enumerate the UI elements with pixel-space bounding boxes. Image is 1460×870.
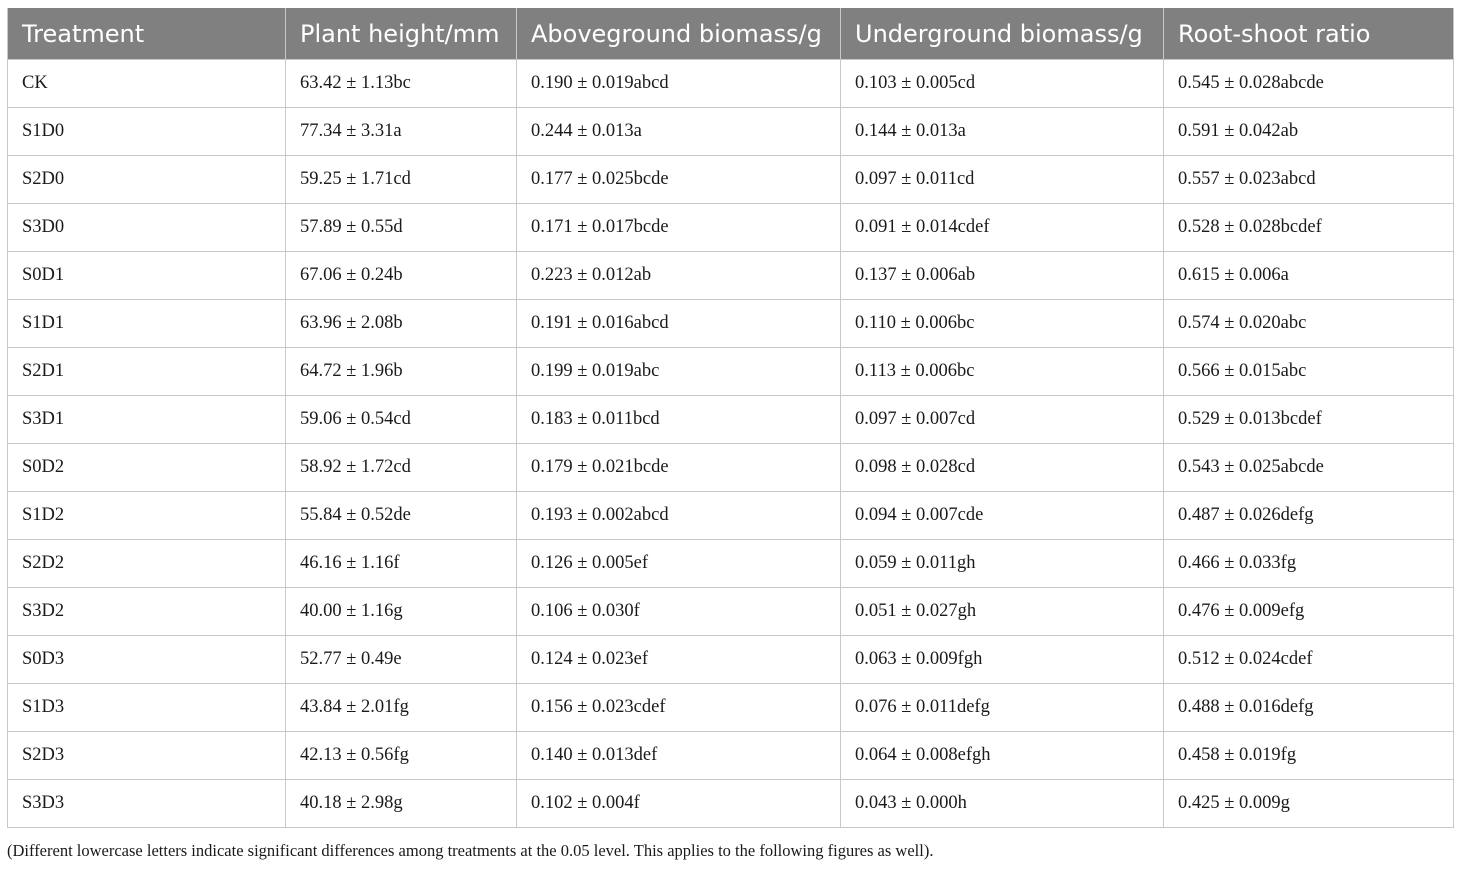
- plant-height-cell: 42.13 ± 0.56fg: [286, 732, 517, 780]
- table-footnote: (Different lowercase letters indicate significant differences among treatments at the 0.05 level. This applies to the following figures as well).: [7, 841, 934, 860]
- aboveground-biomass-cell: 0.223 ± 0.012ab: [517, 252, 841, 300]
- table-row: [8, 348, 1454, 396]
- plant-height-cell: 55.84 ± 0.52de: [286, 492, 517, 540]
- plant-height-cell: 43.84 ± 2.01fg: [286, 684, 517, 732]
- table-row: [8, 780, 1454, 828]
- column-header-treatment: Treatment: [8, 8, 286, 60]
- plant-height-cell: 52.77 ± 0.49e: [286, 636, 517, 684]
- header-row: [8, 8, 1454, 60]
- aboveground-biomass-cell: 0.179 ± 0.021bcde: [517, 444, 841, 492]
- root-shoot-ratio-cell: 0.488 ± 0.016defg: [1164, 684, 1454, 732]
- treatment-cell: S2D2: [8, 540, 286, 588]
- root-shoot-ratio-cell: 0.528 ± 0.028bcdef: [1164, 204, 1454, 252]
- results-table: [7, 8, 1454, 828]
- table-row: [8, 540, 1454, 588]
- root-shoot-ratio-cell: 0.487 ± 0.026defg: [1164, 492, 1454, 540]
- plant-height-cell: 64.72 ± 1.96b: [286, 348, 517, 396]
- table-row: [8, 444, 1454, 492]
- column-header-underground-biomass: Underground biomass/g: [841, 8, 1164, 60]
- plant-height-cell: 63.42 ± 1.13bc: [286, 60, 517, 108]
- aboveground-biomass-cell: 0.244 ± 0.013a: [517, 108, 841, 156]
- underground-biomass-cell: 0.094 ± 0.007cde: [841, 492, 1164, 540]
- aboveground-biomass-cell: 0.140 ± 0.013def: [517, 732, 841, 780]
- treatment-cell: S3D0: [8, 204, 286, 252]
- underground-biomass-cell: 0.091 ± 0.014cdef: [841, 204, 1164, 252]
- plant-height-cell: 46.16 ± 1.16f: [286, 540, 517, 588]
- table-row: [8, 492, 1454, 540]
- plant-height-cell: 57.89 ± 0.55d: [286, 204, 517, 252]
- aboveground-biomass-cell: 0.126 ± 0.005ef: [517, 540, 841, 588]
- underground-biomass-cell: 0.043 ± 0.000h: [841, 780, 1164, 828]
- plant-height-cell: 77.34 ± 3.31a: [286, 108, 517, 156]
- aboveground-biomass-cell: 0.191 ± 0.016abcd: [517, 300, 841, 348]
- column-header-aboveground-biomass: Aboveground biomass/g: [517, 8, 841, 60]
- root-shoot-ratio-cell: 0.615 ± 0.006a: [1164, 252, 1454, 300]
- aboveground-biomass-cell: 0.183 ± 0.011bcd: [517, 396, 841, 444]
- underground-biomass-cell: 0.098 ± 0.028cd: [841, 444, 1164, 492]
- column-header-root-shoot-ratio: Root-shoot ratio: [1164, 8, 1454, 60]
- aboveground-biomass-cell: 0.106 ± 0.030f: [517, 588, 841, 636]
- aboveground-biomass-cell: 0.171 ± 0.017bcde: [517, 204, 841, 252]
- treatment-cell: S1D1: [8, 300, 286, 348]
- treatment-cell: S0D3: [8, 636, 286, 684]
- plant-height-cell: 59.06 ± 0.54cd: [286, 396, 517, 444]
- underground-biomass-cell: 0.076 ± 0.011defg: [841, 684, 1164, 732]
- underground-biomass-cell: 0.110 ± 0.006bc: [841, 300, 1164, 348]
- root-shoot-ratio-cell: 0.591 ± 0.042ab: [1164, 108, 1454, 156]
- underground-biomass-cell: 0.059 ± 0.011gh: [841, 540, 1164, 588]
- table-row: [8, 588, 1454, 636]
- underground-biomass-cell: 0.051 ± 0.027gh: [841, 588, 1164, 636]
- aboveground-biomass-cell: 0.193 ± 0.002abcd: [517, 492, 841, 540]
- underground-biomass-cell: 0.064 ± 0.008efgh: [841, 732, 1164, 780]
- plant-height-cell: 40.00 ± 1.16g: [286, 588, 517, 636]
- root-shoot-ratio-cell: 0.574 ± 0.020abc: [1164, 300, 1454, 348]
- underground-biomass-cell: 0.097 ± 0.011cd: [841, 156, 1164, 204]
- root-shoot-ratio-cell: 0.545 ± 0.028abcde: [1164, 60, 1454, 108]
- plant-height-cell: 67.06 ± 0.24b: [286, 252, 517, 300]
- root-shoot-ratio-cell: 0.557 ± 0.023abcd: [1164, 156, 1454, 204]
- table-body: [8, 60, 1454, 828]
- root-shoot-ratio-cell: 0.458 ± 0.019fg: [1164, 732, 1454, 780]
- plant-height-cell: 59.25 ± 1.71cd: [286, 156, 517, 204]
- root-shoot-ratio-cell: 0.529 ± 0.013bcdef: [1164, 396, 1454, 444]
- column-header-plant-height: Plant height/mm: [286, 8, 517, 60]
- aboveground-biomass-cell: 0.156 ± 0.023cdef: [517, 684, 841, 732]
- underground-biomass-cell: 0.137 ± 0.006ab: [841, 252, 1164, 300]
- treatment-cell: S2D1: [8, 348, 286, 396]
- table-row: [8, 300, 1454, 348]
- treatment-cell: S2D3: [8, 732, 286, 780]
- root-shoot-ratio-cell: 0.512 ± 0.024cdef: [1164, 636, 1454, 684]
- treatment-cell: S1D2: [8, 492, 286, 540]
- treatment-cell: CK: [8, 60, 286, 108]
- treatment-cell: S3D3: [8, 780, 286, 828]
- underground-biomass-cell: 0.097 ± 0.007cd: [841, 396, 1164, 444]
- plant-height-cell: 63.96 ± 2.08b: [286, 300, 517, 348]
- treatment-cell: S1D0: [8, 108, 286, 156]
- treatment-cell: S3D2: [8, 588, 286, 636]
- table-header: [8, 8, 1454, 60]
- table-row: [8, 156, 1454, 204]
- underground-biomass-cell: 0.103 ± 0.005cd: [841, 60, 1164, 108]
- treatment-cell: S0D2: [8, 444, 286, 492]
- root-shoot-ratio-cell: 0.566 ± 0.015abc: [1164, 348, 1454, 396]
- treatment-cell: S2D0: [8, 156, 286, 204]
- table-row: [8, 204, 1454, 252]
- root-shoot-ratio-cell: 0.466 ± 0.033fg: [1164, 540, 1454, 588]
- underground-biomass-cell: 0.144 ± 0.013a: [841, 108, 1164, 156]
- root-shoot-ratio-cell: 0.476 ± 0.009efg: [1164, 588, 1454, 636]
- treatment-cell: S0D1: [8, 252, 286, 300]
- table-row: [8, 732, 1454, 780]
- data-table-container: [7, 8, 1453, 828]
- aboveground-biomass-cell: 0.199 ± 0.019abc: [517, 348, 841, 396]
- aboveground-biomass-cell: 0.190 ± 0.019abcd: [517, 60, 841, 108]
- root-shoot-ratio-cell: 0.543 ± 0.025abcde: [1164, 444, 1454, 492]
- underground-biomass-cell: 0.113 ± 0.006bc: [841, 348, 1164, 396]
- table-row: [8, 60, 1454, 108]
- underground-biomass-cell: 0.063 ± 0.009fgh: [841, 636, 1164, 684]
- table-row: [8, 636, 1454, 684]
- aboveground-biomass-cell: 0.177 ± 0.025bcde: [517, 156, 841, 204]
- plant-height-cell: 58.92 ± 1.72cd: [286, 444, 517, 492]
- table-row: [8, 396, 1454, 444]
- plant-height-cell: 40.18 ± 2.98g: [286, 780, 517, 828]
- table-row: [8, 252, 1454, 300]
- aboveground-biomass-cell: 0.124 ± 0.023ef: [517, 636, 841, 684]
- table-row: [8, 108, 1454, 156]
- treatment-cell: S3D1: [8, 396, 286, 444]
- root-shoot-ratio-cell: 0.425 ± 0.009g: [1164, 780, 1454, 828]
- table-row: [8, 684, 1454, 732]
- aboveground-biomass-cell: 0.102 ± 0.004f: [517, 780, 841, 828]
- treatment-cell: S1D3: [8, 684, 286, 732]
